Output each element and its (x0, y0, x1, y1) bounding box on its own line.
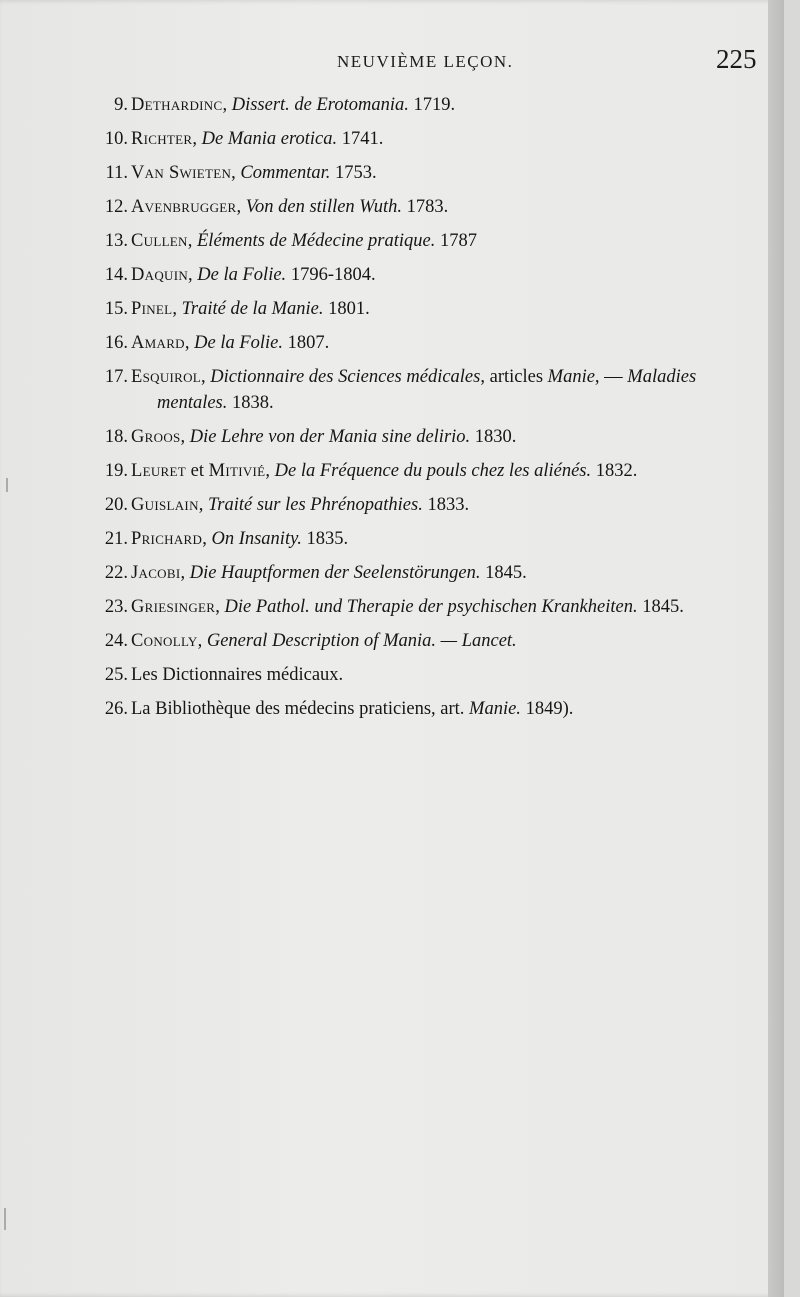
reference-title: Commentar. (240, 163, 331, 183)
reference-year: 1796-1804. (286, 265, 376, 285)
reference-number: 15. (104, 299, 128, 319)
reference-author: Mitivié (208, 461, 266, 481)
reference-item: 22. Jacobi, Die Hauptformen der Seelenstörungen. 1845. (0, 556, 784, 590)
reference-item (0, 658, 784, 692)
reference-year: 1832. (591, 461, 638, 481)
reference-title: On Insanity. (211, 529, 302, 549)
reference-author: Dethardinc (131, 95, 223, 115)
reference-item: 17. Esquirol, Dictionnaire des Sciences médicales, articles Manie, — Maladies mentales. 1838. (0, 360, 784, 420)
reference-number: 19. (104, 461, 128, 481)
reference-author: Conolly (131, 631, 198, 651)
reference-year: 1783. (401, 197, 449, 217)
reference-title: mentales. (157, 393, 228, 413)
reference-title: De la Folie. (197, 265, 287, 285)
reference-author: Groos (131, 427, 181, 447)
scan-speck (6, 478, 8, 492)
reference-number: 12. (104, 197, 128, 217)
reference-list (0, 88, 784, 726)
reference-year: 1838. (227, 393, 274, 413)
running-head: NEUVIÈME LEÇON. (337, 52, 514, 71)
reference-author: Amard (131, 333, 185, 353)
reference-title: De Mania erotica. (201, 129, 338, 149)
reference-item: 14. Daquin, De la Folie. 1796-1804. (0, 258, 784, 292)
reference-item: 23. Griesinger, Die Pathol. und Therapie der psychischen Krankheiten. 1845. (0, 590, 784, 624)
reference-author: Daquin (131, 265, 189, 285)
reference-title: Von den stillen Wuth. (245, 197, 402, 217)
reference-year: 1801. (323, 299, 370, 319)
reference-year: 1787 (435, 231, 477, 251)
reference-item: 12. Avenbrugger, Von den stillen Wuth. 1783. (0, 190, 784, 224)
reference-title: De la Folie. (194, 333, 284, 353)
reference-title: Maladies (627, 367, 697, 387)
reference-number: 21. (104, 529, 128, 549)
reference-year: 1849). (520, 699, 574, 719)
reference-item: 9. Dethardinc, Dissert. de Erotomania. 1719. (0, 88, 784, 122)
reference-year: 1835. (301, 529, 349, 549)
reference-year: 1753. (330, 163, 377, 183)
reference-number: 26. (104, 699, 128, 719)
page-number: 225 (716, 44, 757, 74)
reference-author: Richter (131, 129, 193, 149)
reference-number: 13. (104, 231, 128, 251)
reference-item: 11. Van Swieten, Commentar. 1753. (0, 156, 784, 190)
reference-title: Manie. (469, 699, 521, 719)
page-header (0, 44, 784, 76)
reference-title: De la Fréquence du pouls chez les aliénés. (274, 461, 592, 481)
reference-item: 24. Conolly, General Description of Mania. — Lancet. (0, 624, 784, 658)
reference-number: 17. (104, 367, 128, 387)
reference-number: 20. (104, 495, 128, 515)
reference-title: Traité sur les Phrénopathies. (208, 495, 423, 515)
reference-title: Dissert. de Erotomania. (231, 95, 409, 115)
reference-author: Prichard (131, 529, 203, 549)
reference-title: Die Lehre von der Mania sine delirio. (189, 427, 471, 447)
reference-item: 20. Guislain, Traité sur les Phrénopathies. 1833. (0, 488, 784, 522)
reference-number: 11. (105, 163, 128, 183)
page-edge-shadow (768, 0, 784, 1297)
reference-author: Pinel (131, 299, 173, 319)
reference-item: 18. Groos, Die Lehre von der Mania sine delirio. 1830. (0, 420, 784, 454)
reference-item: 19. Leuret et Mitivié, De la Fréquence du pouls chez les aliénés. 1832. (0, 454, 784, 488)
reference-year: 1833. (422, 495, 470, 515)
reference-author: Leuret (131, 461, 186, 481)
reference-title: Traité de la Manie. (181, 299, 324, 319)
reference-number: 9. (114, 95, 128, 115)
reference-title: Manie (547, 367, 595, 387)
reference-year: 1807. (283, 333, 330, 353)
reference-number: 10. (104, 129, 128, 149)
reference-author: Esquirol (131, 367, 202, 387)
reference-title: Die Pathol. und Therapie der psychischen Krankheiten. (224, 597, 638, 617)
reference-author: Van Swieten (131, 163, 232, 183)
reference-title: General Description of Mania. — Lancet. (206, 631, 517, 651)
reference-title: Die Hauptformen der Seelenstörungen. (189, 563, 481, 583)
reference-title: Éléments de Médecine pratique. (197, 231, 436, 251)
scan-speck (4, 1208, 6, 1230)
reference-text: La Bibliothèque des médecins praticiens, art. (131, 699, 470, 719)
reference-number: 25. (104, 665, 128, 685)
reference-author: Avenbrugger (131, 197, 237, 217)
reference-year: 1719. (408, 95, 456, 115)
reference-author: Guislain (131, 495, 199, 515)
reference-author: Griesinger (131, 597, 216, 617)
reference-continuation (157, 386, 274, 420)
reference-text: Les Dictionnaires médicaux. (131, 665, 344, 685)
reference-year: 1830. (470, 427, 517, 447)
reference-item: 16. Amard, De la Folie. 1807. (0, 326, 784, 360)
reference-number: 24. (104, 631, 128, 651)
reference-number: 23. (104, 597, 128, 617)
reference-year: 1741. (337, 129, 384, 149)
reference-author: Jacobi (131, 563, 181, 583)
reference-number: 18. (104, 427, 128, 447)
reference-title: Dictionnaire des Sciences médicales (210, 367, 481, 387)
reference-number: 16. (104, 333, 128, 353)
reference-author: Cullen (131, 231, 188, 251)
reference-item (0, 692, 784, 726)
reference-item: 21. Prichard, On Insanity. 1835. (0, 522, 784, 556)
reference-number: 14. (104, 265, 128, 285)
reference-item: 10. Richter, De Mania erotica. 1741. (0, 122, 784, 156)
reference-year: 1845. (480, 563, 527, 583)
reference-item: 13. Cullen, Éléments de Médecine pratique. 1787 (0, 224, 784, 258)
reference-year: 1845. (637, 597, 684, 617)
reference-number: 22. (104, 563, 128, 583)
reference-item: 15. Pinel, Traité de la Manie. 1801. (0, 292, 784, 326)
